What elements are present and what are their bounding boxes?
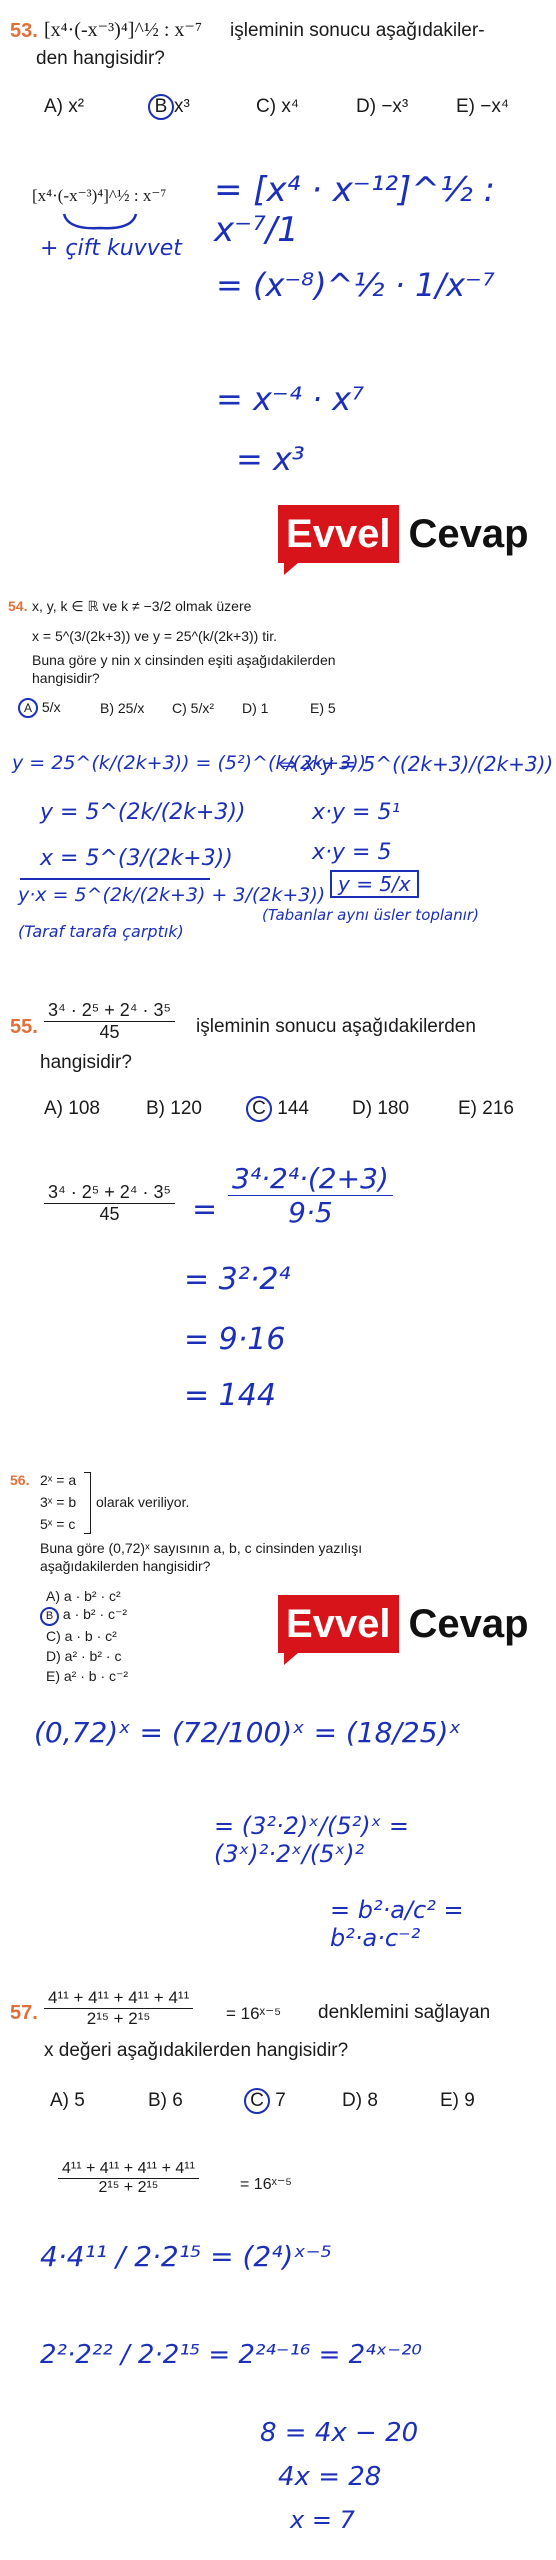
brand-logo-red: Evvel	[278, 505, 399, 563]
work-w1: (0,72)ˣ = (72/100)ˣ = (18/25)ˣ	[34, 1716, 461, 1749]
option-b[interactable]: B) 6	[148, 2090, 183, 2111]
brand-banner	[278, 1595, 529, 1653]
work-w3: = b²·a/c² = b²·a·c⁻²	[330, 1896, 464, 1952]
option-a[interactable]: A) x²	[44, 96, 85, 117]
work-divider	[20, 878, 210, 880]
selected-answer-circle: B	[40, 1607, 59, 1626]
work-b3: x·y = 5	[312, 840, 392, 865]
work-w4: 4x = 28	[278, 2462, 382, 2492]
option-a[interactable]: A 5/x	[18, 698, 61, 718]
given-note: olarak veriliyor.	[96, 1494, 190, 1510]
brand-banner	[278, 505, 529, 563]
option-e[interactable]: E) 9	[440, 2090, 475, 2111]
option-d[interactable]: D) 8	[342, 2090, 378, 2111]
option-c[interactable]: C) a · b · c²	[46, 1628, 117, 1644]
option-a[interactable]: A) 5	[50, 2090, 85, 2111]
fraction-numerator: 4¹¹ + 4¹¹ + 4¹¹ + 4¹¹	[44, 1988, 193, 2009]
work-copy-fraction: $\frac{\text{4¹¹ + 4¹¹ + 4¹¹ + 4¹¹}}{\text{2¹⁵ + 2¹⁵}}$	[58, 2160, 199, 2197]
work-b4-boxed: y = 5/x	[330, 870, 419, 898]
work-b5: (Tabanlar aynı üsler toplanır)	[262, 906, 479, 924]
question-number: 54.	[8, 598, 28, 614]
option-e[interactable]: E) 5	[310, 700, 336, 716]
question-text-line2: hangisidir?	[40, 1052, 132, 1073]
brand-logo-black: Cevap	[408, 511, 529, 556]
work-a4: y·x = 5^(2k/(2k+3) + 3/(2k+3))	[18, 884, 326, 906]
work-s2: = 9·16	[184, 1322, 286, 1357]
work-lhs: [x⁴·(-x⁻³)⁴]^½ : x⁻⁷	[32, 186, 167, 205]
option-c[interactable]: C) x⁴	[256, 96, 299, 117]
fraction-denominator: 45	[99, 1022, 120, 1042]
question-number: 55.	[10, 1016, 38, 1038]
option-d[interactable]: D) 180	[352, 1098, 410, 1119]
question-fraction	[44, 1000, 175, 1043]
question-line4: hangisidir?	[32, 670, 100, 686]
given-2: 3ˣ = b	[40, 1494, 77, 1510]
question-fraction	[44, 1988, 193, 2029]
work-step4: = x³	[236, 440, 305, 478]
option-c[interactable]: C) 5/x²	[172, 700, 214, 716]
question-text-line2: x değeri aşağıdakilerden hangisidir?	[44, 2040, 349, 2061]
work-lhs-fraction: $\frac{\text{3⁴ · 2⁵ + 2⁴ · 3⁵}}{45}$	[44, 1182, 175, 1225]
question-line1: Buna göre (0,72)ˣ sayısının a, b, c cinsinden yazılışı	[40, 1540, 363, 1556]
question-line1: x, y, k ∈ ℝ ve k ≠ −3/2 olmak üzere	[32, 598, 252, 614]
work-b2: x·y = 5¹	[312, 800, 401, 825]
fraction-numerator: 3⁴ · 2⁵ + 2⁴ · 3⁵	[44, 1000, 175, 1022]
option-b[interactable]: B) 120	[146, 1098, 202, 1119]
option-c[interactable]: C 7	[244, 2088, 286, 2114]
option-e[interactable]: E) 216	[458, 1098, 514, 1119]
option-e[interactable]: E) a² · b · c⁻²	[46, 1668, 129, 1684]
given-1: 2ˣ = a	[40, 1472, 77, 1488]
work-a5: (Taraf tarafa çarptık)	[18, 922, 184, 941]
question-number: 56.	[10, 1472, 30, 1488]
work-step3: = x⁻⁴ · x⁷	[216, 380, 364, 418]
work-rhs-fraction: $\frac{\text{3⁴·2⁴·(2+3)}}{9\cdot 5}$	[228, 1162, 393, 1229]
work-b1: ⇒ x·y = 5^((2k+3)/(2k+3))	[280, 752, 554, 776]
given-3: 5ˣ = c	[40, 1516, 76, 1532]
work-equals: =	[192, 1192, 218, 1227]
work-a3: x = 5^(3/(2k+3))	[40, 846, 233, 871]
work-w5: x = 7	[290, 2506, 355, 2534]
work-note: + çift kuvvet	[40, 236, 182, 261]
work-step2: = (x⁻⁸)^½ · 1/x⁻⁷	[216, 266, 495, 304]
option-a[interactable]: A) 108	[44, 1098, 100, 1119]
option-c[interactable]: C 144	[246, 1096, 309, 1122]
work-a2: y = 5^(2k/(2k+3))	[40, 800, 246, 825]
option-b[interactable]: B x³	[148, 94, 190, 120]
option-d[interactable]: D) −x³	[356, 96, 409, 117]
question-text-line1: denklemini sağlayan	[318, 2002, 491, 2023]
question-text-line1: işleminin sonucu aşağıdakiler-	[230, 20, 485, 41]
fraction-denominator: 2¹⁵ + 2¹⁵	[86, 2009, 151, 2028]
selected-answer-circle: B	[148, 94, 174, 120]
question-line2: aşağıdakilerden hangisidir?	[40, 1558, 211, 1574]
work-step1: = [x⁴ · x⁻¹²]^½ : x⁻⁷/1	[214, 170, 496, 250]
option-b[interactable]: B) 25/x	[100, 700, 145, 716]
work-s3: = 144	[184, 1378, 276, 1413]
work-copy-rhs: = 16ˣ⁻⁵	[240, 2176, 292, 2193]
question-text-line1: işleminin sonucu aşağıdakilerden	[196, 1016, 476, 1037]
question-number: 57.	[10, 2002, 38, 2024]
question-rhs: = 16ˣ⁻⁵	[226, 2004, 282, 2023]
work-w1: 4·4¹¹ / 2·2¹⁵ = (2⁴)ˣ⁻⁵	[40, 2240, 332, 2273]
work-s1: = 3²·2⁴	[184, 1262, 291, 1297]
selected-answer-circle: C	[246, 1096, 272, 1122]
option-d[interactable]: D) a² · b² · c	[46, 1648, 122, 1664]
question-text-line2: den hangisidir?	[36, 48, 165, 69]
selected-answer-circle: C	[244, 2088, 270, 2114]
option-d[interactable]: D) 1	[242, 700, 269, 716]
selected-answer-circle: A	[18, 698, 38, 718]
work-w2: 2²·2²² / 2·2¹⁵ = 2²⁴⁻¹⁶ = 2⁴ˣ⁻²⁰	[40, 2340, 422, 2370]
given-brace	[84, 1472, 91, 1534]
option-e[interactable]: E) −x⁴	[456, 96, 510, 117]
question-line3: Buna göre y nin x cinsinden eşiti aşağıdakilerden	[32, 652, 336, 668]
option-b[interactable]: B a · b² · c⁻²	[40, 1606, 127, 1626]
question-number: 53.	[10, 20, 38, 42]
brand-logo-black: Cevap	[408, 1601, 529, 1646]
option-a[interactable]: A) a · b² · c²	[46, 1588, 121, 1604]
brand-logo-red: Evvel	[278, 1595, 399, 1653]
work-w2: = (3²·2)ˣ/(5²)ˣ = (3ˣ)²·2ˣ/(5ˣ)²	[214, 1812, 409, 1868]
question-expression: [x⁴·(-x⁻³)⁴]^½ : x⁻⁷	[44, 19, 202, 41]
work-w3: 8 = 4x − 20	[260, 2418, 419, 2448]
work-a1: y = 25^(k/(2k+3)) = (5²)^(k/(2k+3))	[12, 752, 367, 774]
question-line2: x = 5^(3/(2k+3)) ve y = 25^(k/(2k+3)) tir.	[32, 628, 277, 644]
